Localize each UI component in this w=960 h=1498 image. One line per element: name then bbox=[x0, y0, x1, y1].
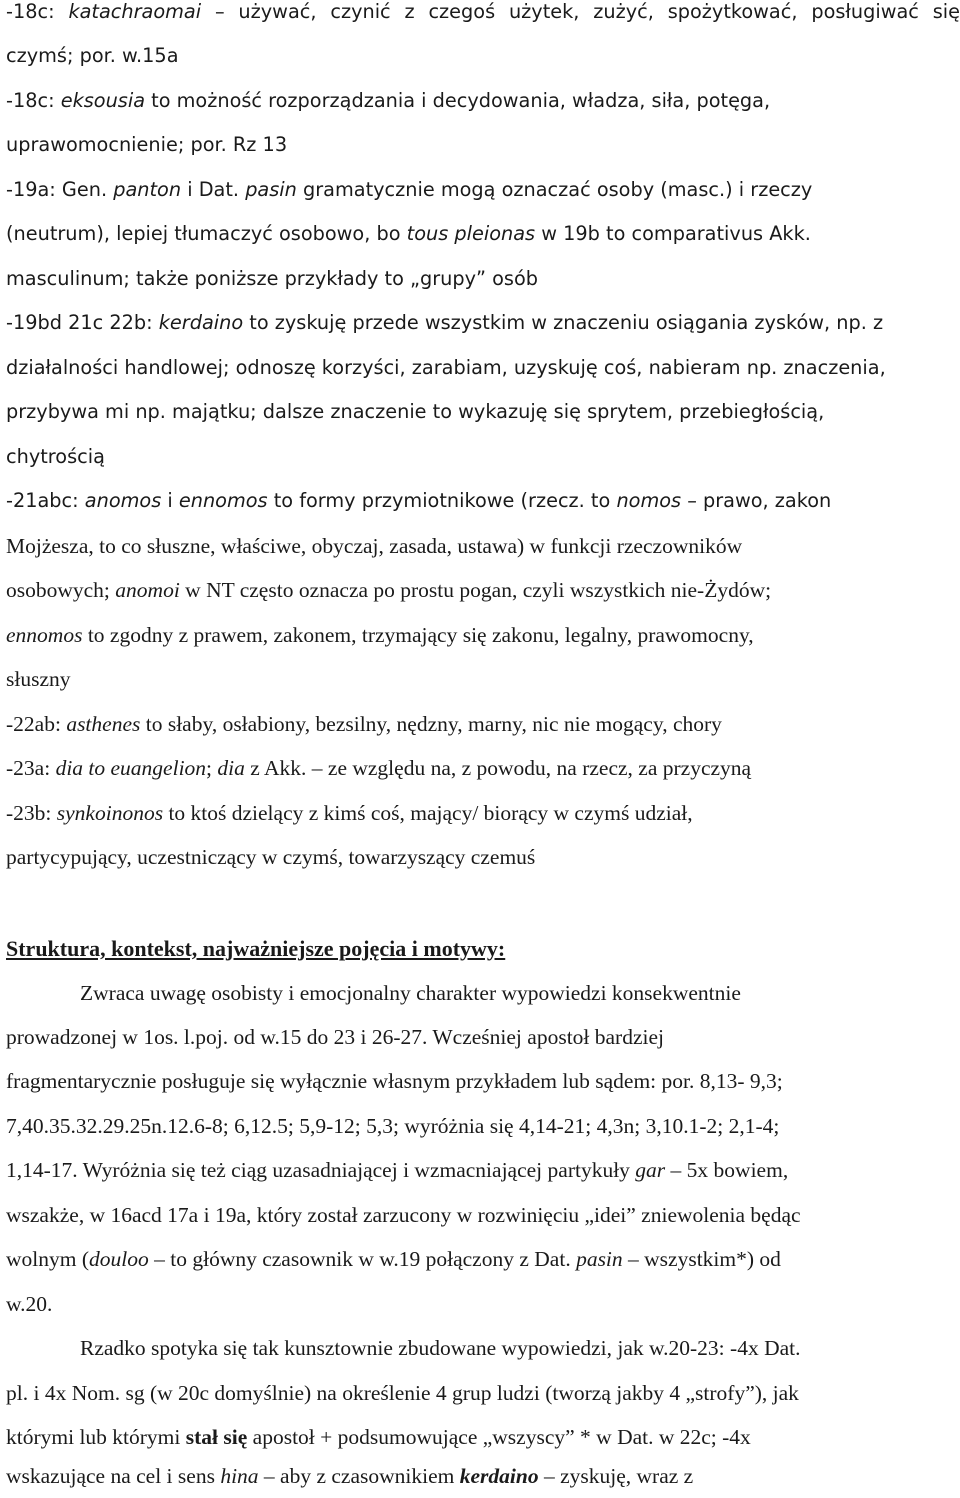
note-line: masculinum; także poniższe przykłady to „grupy” osób bbox=[6, 267, 539, 290]
note-line: (neutrum), lepiej tłumaczyć osobowo, bo tous pleionas w 19b to comparativus Akk. bbox=[6, 222, 811, 245]
section-heading: Struktura, kontekst, najważniejsze pojęcia i motywy: bbox=[6, 936, 506, 961]
note-line: -23b: synkoinonos to ktoś dzielący z kimś coś, mający/ biorący w czymś udział, bbox=[6, 801, 693, 825]
paragraph-line: Rzadko spotyka się tak kunsztownie zbudowane wypowiedzi, jak w.20-23: -4x Dat. bbox=[80, 1336, 801, 1360]
paragraph-line: wolnym (doulоо – to główny czasownik w w.19 połączony z Dat. pasin – wszystkim*) od bbox=[6, 1247, 781, 1271]
note-line: -19a: Gen. panton i Dat. pasin gramatycznie mogą oznaczać osoby (masc.) i rzeczy bbox=[6, 178, 813, 201]
paragraph-line: wszakże, w 16acd 17a i 19a, który został zarzucony w rozwinięciu „idei” zniewolenia będąc bbox=[6, 1203, 801, 1227]
paragraph-line: którymi lub którymi stał się apostoł + podsumowujące „wszyscy” * w Dat. w 22c; -4x bbox=[6, 1425, 751, 1449]
paragraph-line: pl. i 4x Nom. sg (w 20c domyślnie) na określenie 4 grup ludzi (tworzą jakby 4 „strofy”), jak bbox=[6, 1381, 799, 1405]
note-line: działalności handlowej; odnoszę korzyści, zarabiam, uzyskuję coś, nabieram np. znaczenia, bbox=[6, 356, 886, 379]
paragraph-line: fragmentarycznie posługuje się wyłącznie własnym przykładem lub sądem: por. 8,13- 9,3; bbox=[6, 1069, 783, 1093]
note-line: -23a: dia to euangelion; dia z Akk. – ze względu na, z powodu, na rzecz, za przyczyną bbox=[6, 756, 752, 780]
paragraph-line: prowadzonej w 1os. l.poj. od w.15 do 23 i 26-27. Wcześniej apostoł bardziej bbox=[6, 1025, 664, 1049]
note-line: chytrością bbox=[6, 445, 105, 468]
paragraph-line: Zwraca uwagę osobisty i emocjonalny charakter wypowiedzi konsekwentnie bbox=[80, 981, 741, 1005]
paragraph-line: w.20. bbox=[6, 1292, 53, 1316]
note-line: -18c: katachraomai – używać, czynić z czegoś użytek, zużyć, spożytkować, posługiwać się bbox=[6, 0, 960, 23]
note-line: ennomos to zgodny z prawem, zakonem, trzymający się zakonu, legalny, prawomocny, bbox=[6, 623, 754, 647]
paragraph-line: 1,14-17. Wyróżnia się też ciąg uzasadniającej i wzmacniającej partykuły gar – 5x bowiem, bbox=[6, 1158, 789, 1182]
paragraph-line: 7,40.35.32.29.25n.12.6-8; 6,12.5; 5,9-12; 5,3; wyróżnia się 4,14-21; 4,3n; 3,10.1-2; 2,1-4; bbox=[6, 1114, 780, 1138]
note-line: -19bd 21c 22b: kerdaino to zyskuję przede wszystkim w znaczeniu osiągania zysków, np. z bbox=[6, 311, 884, 334]
note-line: Mojżesza, to co słuszne, właściwe, obyczaj, zasada, ustawa) w funkcji rzeczowników bbox=[6, 534, 743, 558]
note-line: osobowych; anomoi w NT często oznacza po prostu pogan, czyli wszystkich nie-Żydów; bbox=[6, 578, 772, 602]
note-line: przybywa mi np. majątku; dalsze znaczenie to wykazuję się sprytem, przebiegłością, bbox=[6, 400, 825, 423]
note-line: uprawomocnienie; por. Rz 13 bbox=[6, 133, 288, 156]
note-line: partycypujący, uczestniczący w czymś, towarzyszący czemuś bbox=[6, 845, 536, 869]
note-line: -21abc: anomos i ennomos to formy przymiotnikowe (rzecz. to nomos – prawo, zakon bbox=[6, 489, 832, 512]
note-line: słuszny bbox=[6, 667, 71, 691]
note-line: -22ab: asthenes to słaby, osłabiony, bezsilny, nędzny, marny, nic nie mogący, chory bbox=[6, 712, 722, 736]
paragraph-line: wskazujące na cel i sens hina – aby z czasownikiem kerdaino – zyskuję, wraz z bbox=[6, 1464, 694, 1488]
note-line: czymś; por. w.15a bbox=[6, 44, 179, 67]
note-line: -18c: eksousia to możność rozporządzania i decydowania, władza, siła, potęga, bbox=[6, 89, 771, 112]
